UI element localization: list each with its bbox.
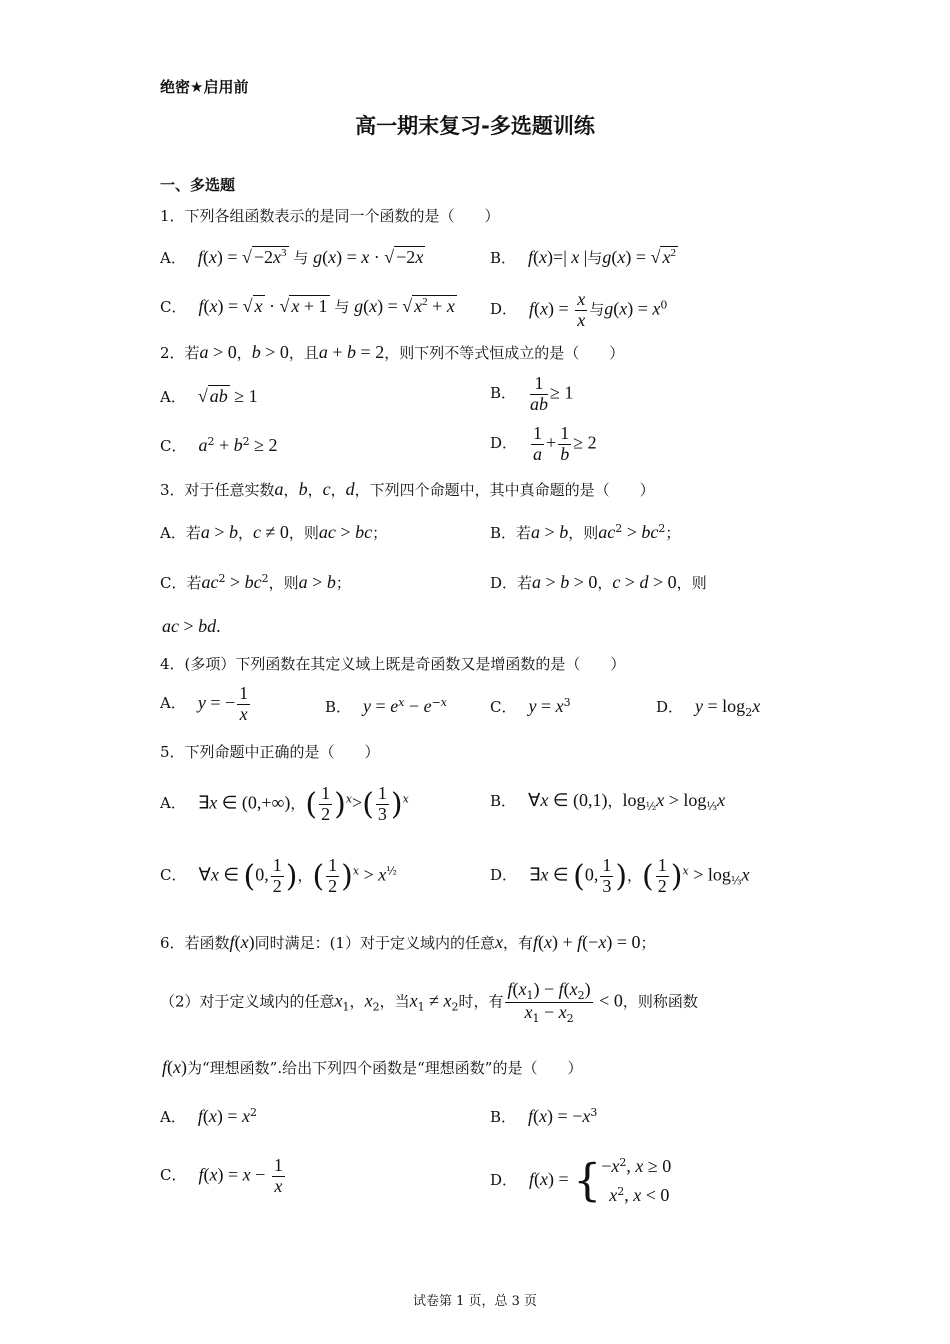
q3-stem: 3．对于任意实数a，b，c，d，下列四个命题中，其中真命题的是（ ） <box>160 479 655 499</box>
q4-option-a: A． y = − $\frac{1}{x}$ <box>160 683 249 724</box>
q6-option-d: D． f(x) = { $-x^2$, x ≥ 0 $x^2$, x < 0 <box>490 1155 672 1207</box>
q1-option-a: A． f(x) = √ $-2x^3$ 与 g(x) = x · √ −2x <box>160 247 424 267</box>
q6-option-c: C． f(x) = x − $\frac{1}{x}$ <box>160 1155 283 1196</box>
q5-option-a: A． ∃x ∈ (0,+∞)，( $\frac{1}{2}$ )$^x$>( $\frac{1}{3}$ )$^x$ <box>160 783 409 824</box>
q2-option-d: D． $\frac{1}{a}$ + $\frac{1}{b}$ ≥ 2 <box>490 423 597 464</box>
q3-option-d: D．若a > b > 0，c > d > 0，则 <box>490 572 707 592</box>
q4-option-c: C． $y = x^3$ <box>490 696 571 716</box>
q1-option-b: B． f(x)=| x |与g(x) = √ $x^2$ <box>490 247 676 267</box>
q6-option-a: A． $f(x) = x^2$ <box>160 1106 258 1126</box>
q6-stem-line3: f(x)为“理想函数”.给出下列四个函数是“理想函数”的是（ ） <box>162 1057 583 1077</box>
q4-option-d: D． $y = \log_2x$ <box>656 696 761 719</box>
page-title: 高一期末复习-多选题训练 <box>355 114 595 138</box>
secret-label: 绝密★启用前 <box>160 78 249 96</box>
q5-option-d: D． ∃x ∈ (0, $\frac{1}{3}$ )，( $\frac{1}{2}$ )$^x > \log_{\frac{1}{3}}x$ <box>490 855 750 896</box>
q3-option-a: A．若a > b，c ≠ 0，则ac > bc； <box>160 522 388 542</box>
q2-option-b: B． $\frac{1}{ab}$ ≥ 1 <box>490 373 574 414</box>
q2-option-a: A． √ ab ≥ 1 <box>160 386 258 406</box>
page-footer: 试卷第 1 页，总 3 页 <box>412 1294 538 1309</box>
q6-stem-line1: 6．若函数f(x)同时满足：(1）对于定义域内的任意x，有f(x) + f(−x) = 0； <box>160 932 656 952</box>
q1-stem: 1．下列各组函数表示的是同一个函数的是（ ） <box>160 207 500 225</box>
q4-stem: 4．(多项）下列函数在其定义域上既是奇函数又是增函数的是（ ） <box>160 655 626 673</box>
q3-option-c: C．若$ac^2 > bc^2$，则a > b； <box>160 572 351 592</box>
q4-option-b: B． $y = e^x - e^{-x}$ <box>325 696 447 716</box>
q5-option-c: C． ∀x ∈ (0, $\frac{1}{2}$ )，( $\frac{1}{2}$ )$^x > x^{\frac{1}{2}}$ <box>160 855 397 896</box>
q5-option-b: B． ∀x ∈ (0,1)，$\log_{\frac{1}{2}}x > \log_{\frac{1}{3}}x$ <box>490 790 726 813</box>
q5-stem: 5．下列命题中正确的是（ ） <box>160 743 380 761</box>
q6-stem-line2: （2）对于定义域内的任意$x_1$，$x_2$，当$x_1 \ne x_2$时，有 $\frac{f(x_1) - f(x_2)}{x_1 - x_2}$ < 0，则称函数 <box>160 979 698 1026</box>
q3-option-d-cont: ac > bd. <box>162 616 221 636</box>
q3-option-b: B．若a > b，则$ac^2 > bc^2$； <box>490 522 681 542</box>
q2-stem: 2．若a > 0，b > 0，且a + b = 2，则下列不等式恒成立的是（ ） <box>160 342 625 362</box>
q6-option-b: B． $f(x) = -x^3$ <box>490 1106 598 1126</box>
section-heading: 一、多选题 <box>160 176 236 194</box>
q1-option-c: C． f(x) = √ x · √ x + 1 与 g(x) = √ $x^2 + x$ <box>160 296 455 316</box>
q2-option-c: C． $a^2 + b^2 \ge 2$ <box>160 435 278 455</box>
q1-option-d: D． f(x) = $\frac{x}{x}$ 与$g(x) = x^0$ <box>490 289 668 330</box>
